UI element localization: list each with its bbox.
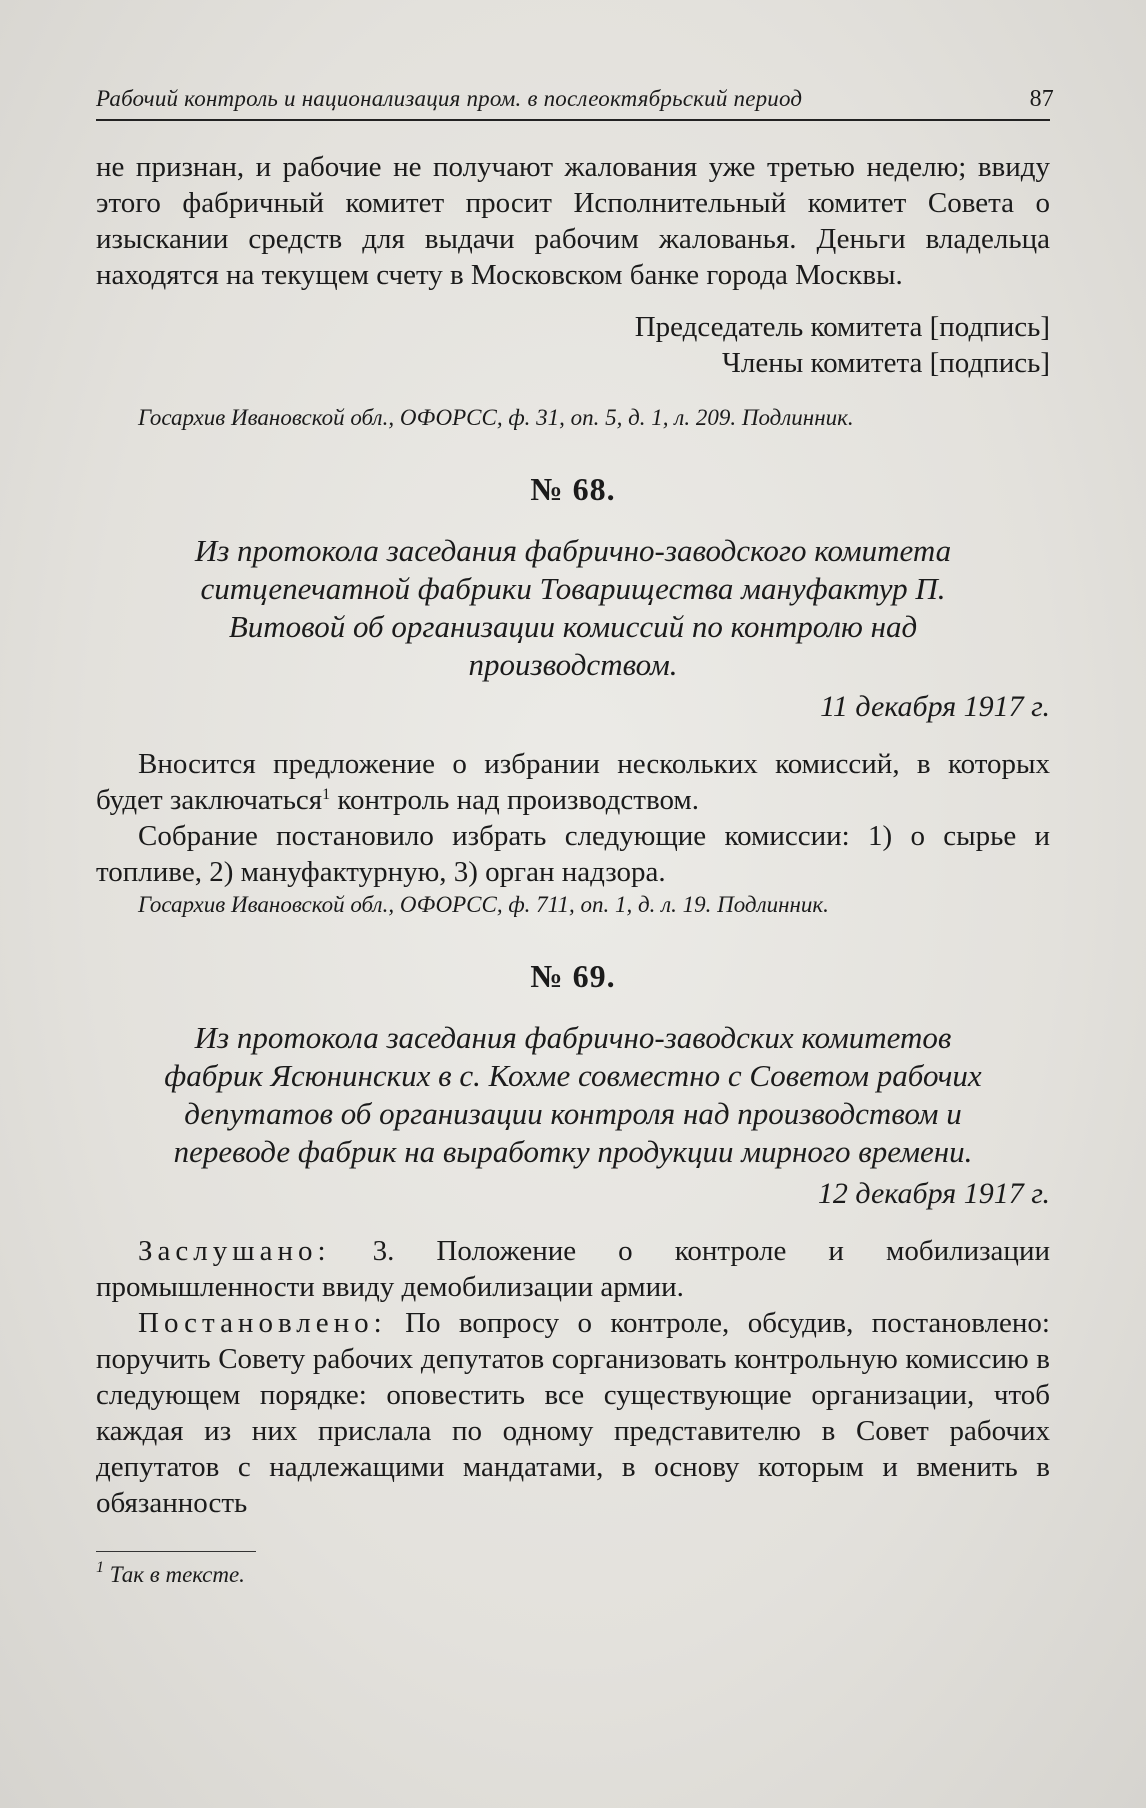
document-number-69: № 69. [530, 958, 616, 994]
doc68-para1-text: Вносится предложение о избрании нескольких комиссий, в которых будет заключаться [96, 748, 1050, 816]
doc68-paragraph-1 [96, 746, 1050, 818]
signature-members: Члены комитета [подпись] [722, 347, 1050, 379]
resolved-label: Постановлено: [138, 1307, 387, 1339]
footnote-divider [96, 1551, 256, 1552]
signature-chair: Председатель комитета [подпись] [634, 311, 1050, 343]
footnote [96, 1559, 1050, 1588]
heard-label: Заслушано: [138, 1235, 331, 1267]
resolved-text: По вопросу о контроле, обсудив, постановлено: поручить Совету рабочих депутатов сорганизовать контрольную комиссию в следующем порядке: оповестить все существующие организации, чтоб каждая из них прислала по одному представителю в Совет рабочих депутатов с надлежащими мандатами, в основу которым и вменить в обязанность [96, 1307, 1050, 1519]
running-header [96, 86, 1054, 121]
document-title-68: Из протокола заседания фабрично-заводского комитета ситцепечатной фабрики Товарищества мануфактур П. Витовой об организации комиссий по контролю над производством. [194, 533, 952, 682]
document-number-68: № 68. [530, 471, 616, 507]
document-date-68: 11 декабря 1917 г. [820, 690, 1050, 723]
continuation-paragraph: не признан, и рабочие не получают жалования уже третью неделю; ввиду этого фабричный комитет просит Исполнительный комитет Совета о изыскании средств для выдачи рабочим жалованья. Деньги владельца находятся на текущем счету в Московском банке города Москвы. [96, 151, 1050, 291]
doc69-resolved-paragraph [96, 1305, 1050, 1521]
footnote-text: Так в тексте. [104, 1562, 245, 1587]
page-number: 87 [1029, 86, 1054, 112]
archive-source: Госархив Ивановской обл., ОФОРСС, ф. 31, оп. 5, д. 1, л. 209. Подлинник. [138, 405, 854, 430]
archive-source-68: Госархив Ивановской обл., ОФОРСС, ф. 711, оп. 1, д. л. 19. Подлинник. [138, 892, 829, 917]
footnote-marker: 1 [96, 1559, 104, 1576]
document-date-69: 12 декабря 1917 г. [817, 1177, 1050, 1210]
document-title-69: Из протокола заседания фабрично-заводских комитетов фабрик Ясюнинских в с. Кохме совместно с Советом рабочих депутатов об организации контроля над производством и переводе фабрик на выработку продукции мирного времени. [164, 1020, 982, 1169]
doc68-paragraph-2: Собрание постановило избрать следующие комиссии: 1) о сырье и топливе, 2) мануфактурную, 3) орган надзора. [96, 820, 1050, 888]
doc69-heard-paragraph [96, 1233, 1050, 1305]
footnote-ref: 1 [322, 786, 331, 803]
doc68-para1-rest: контроль над производством. [330, 784, 700, 816]
heard-text: 3. Положение о контроле и мобилизации промышленности ввиду демобилизации армии. [96, 1235, 1050, 1303]
running-title: Рабочий контроль и национализация пром. в послеоктябрьский период [96, 86, 803, 111]
